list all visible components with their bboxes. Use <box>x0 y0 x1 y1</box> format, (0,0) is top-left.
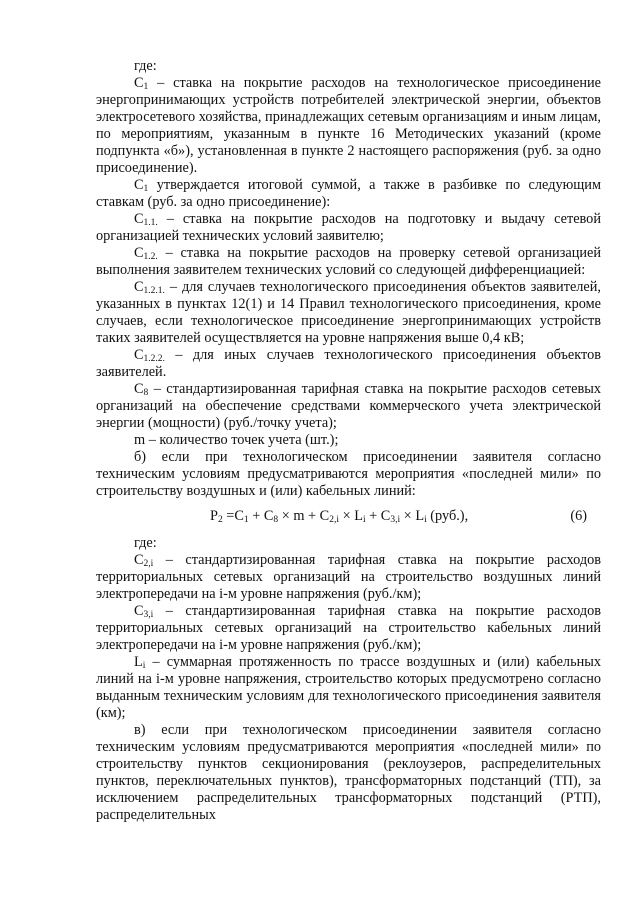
definition-c2i: $С_{2,i}$ – стандартизированная тарифная ставка на покрытие расходов территориальных сетевых организаций на строительство воздушных линий электропередачи на i-м уровне напряжения (руб./км); <box>96 552 601 602</box>
document-page <box>96 58 601 824</box>
formula-number: (6) <box>570 508 587 524</box>
formula-6 <box>96 508 601 526</box>
definition-c1: $С_1$ – ставка на покрытие расходов на технологическое присоединение энергопринимающих устройств потребителей электрической энергии, объектов электросетевого хозяйства, принадлежащих сетевым организациям и иным лицам, по мероприятиям, указанным в пункте 16 Методических указаний (кроме подпункта «б»), установленная в пункте 2 настоящего распоряжения (руб. за одно присоединение). <box>96 75 601 176</box>
formula-expression: $P_2 =С_1 + С_8 \times m + С_{2,i} \times L_i + С_{3,i} \times L_i$ (руб.), <box>210 508 469 525</box>
definition-c1-2: $С_{1.2.}$ – ставка на покрытие расходов на проверку сетевой организацией выполнения заявителем технических условий со следующей дифференциацией: <box>96 245 601 278</box>
definition-c1-approved: $С_1$ утверждается итоговой суммой, а также в разбивке по следующим ставкам (руб. за одно присоединение): <box>96 177 601 210</box>
definition-c3i: $С_{3,i}$ – стандартизированная тарифная ставка на покрытие расходов территориальных сетевых организаций на строительство кабельных линий электропередачи на i-м уровне напряжения (руб./км); <box>96 603 601 653</box>
item-b: б) если при технологическом присоединении заявителя согласно техническим условиям предусматриваются мероприятия «последней мили» по строительству воздушных и (или) кабельных линий: <box>96 449 601 499</box>
definition-c1-1: $С_{1.1.}$ – ставка на покрытие расходов на подготовку и выдачу сетевой организацией технических условий заявителю; <box>96 211 601 244</box>
where-label: где: <box>134 58 157 74</box>
definition-c1-2-1: $С_{1.2.1.}$ – для случаев технологического присоединения объектов заявителей, указанных в пунктах 12(1) и 14 Правил технологического присоединения, кроме случаев, если технологическое присоединение энергопринимающих устройств таких заявителей осуществляется на уровне напряжения выше 0,4 кВ; <box>96 279 601 346</box>
definition-m: m – количество точек учета (шт.); <box>134 432 339 448</box>
definition-c1-2-2: $С_{1.2.2.}$ – для иных случаев технологического присоединения объектов заявителей. <box>96 347 601 380</box>
definition-c8: $С_8$ – стандартизированная тарифная ставка на покрытие расходов сетевых организаций на обеспечение средствами коммерческого учета электрической энергии (мощности) (руб./точку учета); <box>96 381 601 431</box>
definition-li: $L_i$ – суммарная протяженность по трассе воздушных и (или) кабельных линий на i-м уровне напряжения, строительство которых предусмотрено согласно выданным техническим условиям для технологического присоединения заявителя (км); <box>96 654 601 721</box>
where-label-2: где: <box>134 535 157 551</box>
item-v: в) если при технологическом присоединении заявителя согласно техническим условиям предусматриваются мероприятия «последней мили» по строительству пунктов секционирования (реклоузеров, распределительных пунктов, переключательных пунктов), трансформаторных подстанций (ТП), за исключением распределительных трансформаторных подстанций (РТП), распределительных <box>96 722 601 823</box>
